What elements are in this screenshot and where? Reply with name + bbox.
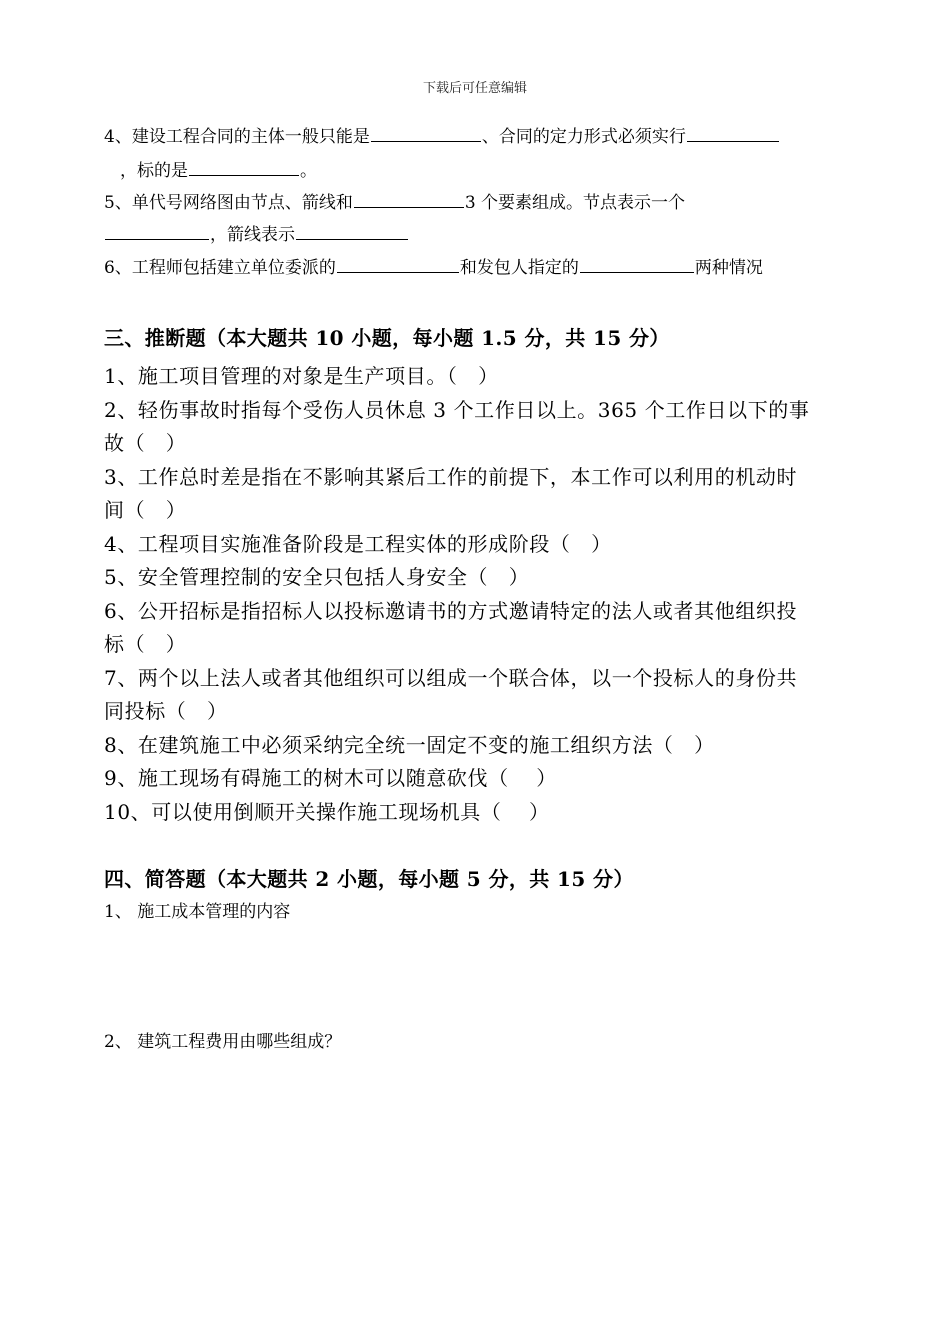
fill-question-4-cont	[120, 156, 317, 181]
answer-blank[interactable]	[580, 255, 694, 273]
fill-question-6	[104, 253, 763, 278]
fill-text: ，标的是	[120, 161, 188, 181]
judgement-line: 间（ ）	[104, 498, 187, 522]
fill-text: 6、工程师包括建立单位委派的	[104, 258, 336, 278]
judgement-line: 同投标（ ）	[104, 699, 228, 723]
section-4-title: 四、简答题（本大题共 2 小题，每小题 5 分，共 15 分）	[104, 867, 634, 891]
judgement-line: 9、施工现场有碍施工的树木可以随意砍伐（ ）	[104, 766, 557, 790]
judgement-line: 3、工作总时差是指在不影响其紧后工作的前提下，本工作可以利用的机动时	[104, 465, 798, 489]
judgement-line: 4、工程项目实施准备阶段是工程实体的形成阶段（ ）	[104, 532, 612, 556]
judgement-line: 2、轻伤事故时指每个受伤人员休息 3 个工作日以上。365 个工作日以下的事	[104, 398, 810, 422]
fill-question-4	[104, 122, 780, 147]
fill-text: 3 个要素组成。节点表示一个	[464, 193, 686, 213]
page-header: 下载后可任意编辑	[422, 81, 527, 96]
answer-blank[interactable]	[337, 255, 459, 273]
judgement-line: 标（ ）	[104, 632, 187, 656]
answer-blank[interactable]	[105, 222, 209, 240]
answer-blank[interactable]	[189, 158, 299, 176]
short-answer-question-1: 1、 施工成本管理的内容	[104, 902, 291, 922]
answer-blank[interactable]	[296, 222, 408, 240]
short-answer-question-2: 2、 建筑工程费用由哪些组成？	[104, 1032, 342, 1052]
answer-blank[interactable]	[687, 124, 779, 142]
judgement-line: 8、在建筑施工中必须采纳完全统一固定不变的施工组织方法（ ）	[104, 733, 715, 757]
fill-text: ，箭线表示	[210, 225, 295, 245]
judgement-line: 1、施工项目管理的对象是生产项目。（ ）	[104, 364, 499, 388]
judgement-line: 7、两个以上法人或者其他组织可以组成一个联合体，以一个投标人的身份共	[104, 666, 798, 690]
fill-question-5-cont	[104, 220, 409, 245]
answer-blank[interactable]	[371, 124, 481, 142]
judgement-line: 10、可以使用倒顺开关操作施工现场机具（ ）	[104, 800, 550, 824]
fill-question-5	[104, 188, 685, 213]
fill-text: 、合同的定力形式必须实行	[481, 127, 686, 147]
judgement-line: 故（ ）	[104, 431, 187, 455]
fill-text: 5、单代号网络图由节点、箭线和	[104, 193, 353, 213]
fill-text: 和发包人指定的	[459, 258, 579, 278]
fill-text: 4、建设工程合同的主体一般只能是	[104, 127, 370, 147]
judgement-line: 6、公开招标是指招标人以投标邀请书的方式邀请特定的法人或者其他组织投	[104, 599, 798, 623]
fill-text: 两种情况	[694, 258, 763, 278]
section-3-title: 三、推断题（本大题共 10 小题，每小题 1.5 分，共 15 分）	[104, 326, 670, 350]
judgement-line: 5、安全管理控制的安全只包括人身安全（ ）	[104, 565, 530, 589]
fill-text: 。	[300, 161, 317, 181]
answer-blank[interactable]	[354, 190, 464, 208]
